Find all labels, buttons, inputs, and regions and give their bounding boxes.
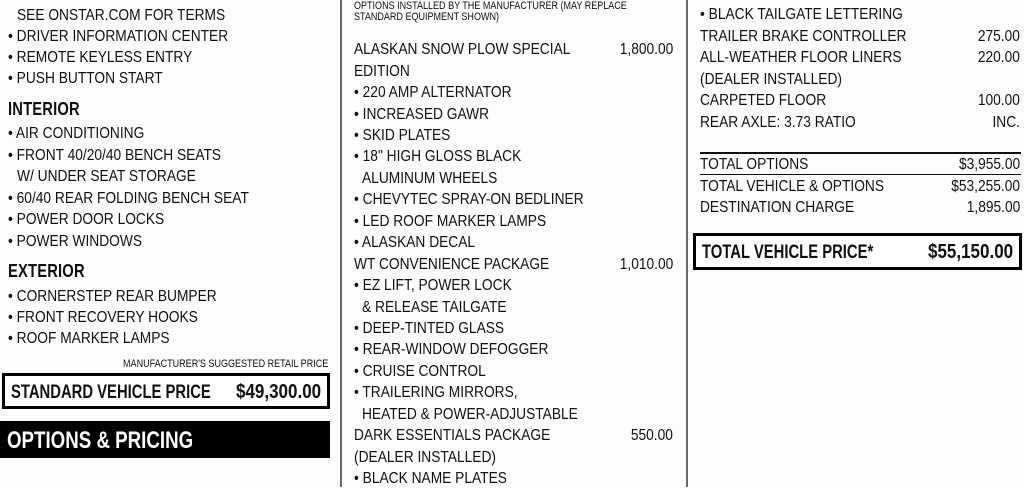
total-options-label: TOTAL OPTIONS xyxy=(700,156,809,173)
list-item-continuation: W/ UNDER SEAT STORAGE xyxy=(17,168,196,185)
list-item: • REMOTE KEYLESS ENTRY xyxy=(8,49,193,66)
destination-charge-label: DESTINATION CHARGE xyxy=(700,199,855,216)
option-price: INC. xyxy=(992,114,1020,131)
option-price: 275.00 xyxy=(977,28,1020,45)
list-item-continuation: HEATED & POWER-ADJUSTABLE xyxy=(362,406,578,423)
list-item: • DRIVER INFORMATION CENTER xyxy=(8,28,229,45)
list-item: • POWER WINDOWS xyxy=(8,233,143,250)
bullet-icon: • xyxy=(8,49,13,66)
bullet-icon: • xyxy=(8,28,13,45)
option-price: 220.00 xyxy=(977,49,1020,66)
bullet-icon: • xyxy=(354,106,359,123)
list-item: • TRAILERING MIRRORS, xyxy=(354,384,518,401)
totals-rule xyxy=(700,174,1021,175)
package-price: 1,800.00 xyxy=(619,41,673,58)
list-item: • FRONT 40/20/40 BENCH SEATS xyxy=(8,147,222,164)
standard-price-box xyxy=(2,373,330,409)
bullet-icon: • xyxy=(8,147,13,164)
bullet-icon: • xyxy=(8,233,13,250)
list-item: • EZ LIFT, POWER LOCK xyxy=(354,277,512,294)
bullet-icon: • xyxy=(8,288,13,305)
bullet-icon: • xyxy=(700,6,705,23)
section-title-exterior: EXTERIOR xyxy=(8,261,85,281)
bullet-icon: • xyxy=(354,277,359,294)
list-item: • POWER DOOR LOCKS xyxy=(8,211,165,228)
options-note-line1: OPTIONS INSTALLED BY THE MANUFACTURER (MAY REPLACE xyxy=(354,0,627,12)
list-item: • BLACK NAME PLATES xyxy=(354,470,507,487)
list-item: • 18" HIGH GLOSS BLACK xyxy=(354,148,522,165)
total-price-value: $55,150.00 xyxy=(927,241,1013,263)
bullet-icon: • xyxy=(354,384,359,401)
package-price: 1,010.00 xyxy=(619,256,673,273)
list-item: • PUSH BUTTON START xyxy=(8,70,163,87)
column-divider xyxy=(340,0,342,487)
list-item: • CORNERSTEP REAR BUMPER xyxy=(8,288,217,305)
package-price: 550.00 xyxy=(630,427,673,444)
standard-price-value: $49,300.00 xyxy=(235,381,321,403)
list-item: • FRONT RECOVERY HOOKS xyxy=(8,309,198,326)
standard-price-label: STANDARD VEHICLE PRICE xyxy=(11,382,211,403)
total-price-box xyxy=(693,233,1022,270)
column-divider xyxy=(686,0,688,487)
list-item: • LED ROOF MARKER LAMPS xyxy=(354,213,547,230)
bullet-icon: • xyxy=(354,341,359,358)
bullet-icon: • xyxy=(354,191,359,208)
package-name: ALASKAN SNOW PLOW SPECIAL xyxy=(354,41,571,58)
total-vehicle-options-label: TOTAL VEHICLE & OPTIONS xyxy=(700,178,885,195)
bullet-icon: • xyxy=(354,148,359,165)
list-item: • CHEVYTEC SPRAY-ON BEDLINER xyxy=(354,191,584,208)
package-name: DARK ESSENTIALS PACKAGE xyxy=(354,427,551,444)
list-item: • INCREASED GAWR xyxy=(354,106,490,123)
options-pricing-title: OPTIONS & PRICING xyxy=(7,427,194,454)
bullet-icon: • xyxy=(354,320,359,337)
standard-equipment-column xyxy=(0,0,338,487)
options-note-line2: STANDARD EQUIPMENT SHOWN) xyxy=(354,11,499,23)
total-price-label: TOTAL VEHICLE PRICE* xyxy=(702,242,874,263)
bullet-icon: • xyxy=(354,213,359,230)
destination-charge-value: 1,895.00 xyxy=(966,199,1020,216)
onstar-terms-line: SEE ONSTAR.COM FOR TERMS xyxy=(17,7,226,24)
list-item: • SKID PLATES xyxy=(354,127,451,144)
package-name-continuation: EDITION xyxy=(354,63,410,80)
bullet-icon: • xyxy=(354,127,359,144)
list-item: • AIR CONDITIONING xyxy=(8,125,145,142)
total-vehicle-options-value: $53,255.00 xyxy=(951,178,1020,195)
total-options-value: $3,955.00 xyxy=(958,156,1020,173)
list-item: • ROOF MARKER LAMPS xyxy=(8,330,170,347)
option-price: 100.00 xyxy=(977,92,1020,109)
bullet-icon: • xyxy=(354,84,359,101)
options-column xyxy=(343,0,685,487)
bullet-icon: • xyxy=(8,125,13,142)
bullet-icon: • xyxy=(8,190,13,207)
package-name-continuation: (DEALER INSTALLED) xyxy=(354,449,496,466)
totals-column xyxy=(690,0,1024,487)
bullet-icon: • xyxy=(8,330,13,347)
msrp-note: MANUFACTURER'S SUGGESTED RETAIL PRICE xyxy=(122,358,328,370)
list-item: • BLACK TAILGATE LETTERING xyxy=(700,6,903,23)
bullet-icon: • xyxy=(8,211,13,228)
option-name-continuation: (DEALER INSTALLED) xyxy=(700,71,842,88)
bullet-icon: • xyxy=(8,70,13,87)
list-item: • 60/40 REAR FOLDING BENCH SEAT xyxy=(8,190,249,207)
list-item: • ALASKAN DECAL xyxy=(354,234,476,251)
option-name: TRAILER BRAKE CONTROLLER xyxy=(700,28,907,45)
bullet-icon: • xyxy=(8,309,13,326)
options-pricing-header xyxy=(0,421,330,458)
bullet-icon: • xyxy=(354,470,359,487)
bullet-icon: • xyxy=(354,234,359,251)
list-item-continuation: & RELEASE TAILGATE xyxy=(362,299,507,316)
bullet-icon: • xyxy=(354,363,359,380)
option-name: ALL-WEATHER FLOOR LINERS xyxy=(700,49,902,66)
list-item: • CRUISE CONTROL xyxy=(354,363,486,380)
list-item: • REAR-WINDOW DEFOGGER xyxy=(354,341,549,358)
section-title-interior: INTERIOR xyxy=(8,99,80,119)
list-item: • DEEP-TINTED GLASS xyxy=(354,320,505,337)
option-name: REAR AXLE: 3.73 RATIO xyxy=(700,114,856,131)
option-name: CARPETED FLOOR xyxy=(700,92,827,109)
list-item: • 220 AMP ALTERNATOR xyxy=(354,84,512,101)
package-name: WT CONVENIENCE PACKAGE xyxy=(354,256,550,273)
list-item-continuation: ALUMINUM WHEELS xyxy=(362,170,498,187)
